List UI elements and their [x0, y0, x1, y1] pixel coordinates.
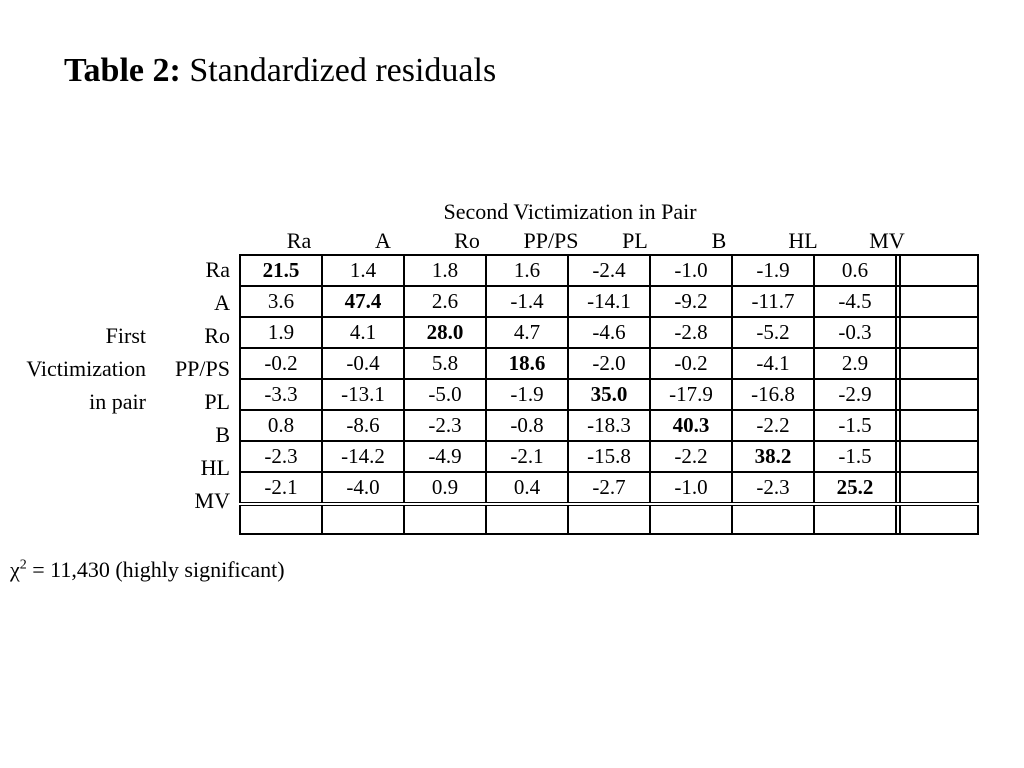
table-cell: -2.3: [404, 410, 486, 441]
row-label: PP/PS: [174, 356, 230, 381]
chi-text: = 11,430 (highly significant): [26, 557, 285, 582]
empty-total-cell: [322, 504, 404, 534]
table-cell: 0.4: [486, 472, 568, 504]
table-cell: -2.2: [650, 441, 732, 472]
row-label: Ra: [205, 257, 230, 282]
table-cell: -4.9: [404, 441, 486, 472]
column-header: PP/PS: [523, 228, 579, 253]
table-cell: -14.2: [322, 441, 404, 472]
row-group-label-line-2: Victimization: [26, 356, 146, 381]
row-label: B: [215, 422, 230, 447]
title-label: Table 2:: [64, 52, 181, 89]
table-cell: -1.0: [650, 255, 732, 286]
empty-total-row: [240, 504, 978, 534]
table-cell: -2.0: [568, 348, 650, 379]
table-cell: -2.8: [650, 317, 732, 348]
column-header: A: [375, 228, 391, 253]
table-cell: -4.0: [322, 472, 404, 504]
table-cell: 1.9: [240, 317, 322, 348]
table-row: [240, 255, 978, 286]
table-cell: 4.1: [322, 317, 404, 348]
table-cell: -0.2: [240, 348, 322, 379]
table-row: [240, 317, 978, 348]
table-cell: -2.2: [732, 410, 814, 441]
empty-total-cell: [900, 286, 978, 317]
table-cell: -13.1: [322, 379, 404, 410]
table-cell: -2.1: [240, 472, 322, 504]
table-cell: -2.3: [240, 441, 322, 472]
diagonal-cell: 38.2: [732, 441, 814, 472]
table-cell: -5.0: [404, 379, 486, 410]
empty-total-cell: [814, 504, 896, 534]
empty-total-cell: [900, 441, 978, 472]
table-cell: -0.8: [486, 410, 568, 441]
table-cell: -1.9: [732, 255, 814, 286]
table-cell: -8.6: [322, 410, 404, 441]
table-cell: 3.6: [240, 286, 322, 317]
table-row: [240, 286, 978, 317]
table-cell: 4.7: [486, 317, 568, 348]
row-label: Ro: [204, 323, 230, 348]
column-header: MV: [869, 228, 905, 253]
table-cell: -0.4: [322, 348, 404, 379]
table-cell: -1.0: [650, 472, 732, 504]
empty-total-cell: [900, 504, 978, 534]
table-cell: 5.8: [404, 348, 486, 379]
diagonal-cell: 35.0: [568, 379, 650, 410]
table-row: [240, 379, 978, 410]
empty-total-cell: [486, 504, 568, 534]
chi-symbol: χ: [10, 557, 20, 582]
table-cell: -2.4: [568, 255, 650, 286]
row-label: PL: [204, 389, 230, 414]
table-cell: -1.9: [486, 379, 568, 410]
residuals-table: [239, 254, 979, 535]
table-cell: -2.9: [814, 379, 896, 410]
table-cell: 2.9: [814, 348, 896, 379]
table-cell: -18.3: [568, 410, 650, 441]
empty-total-cell: [900, 410, 978, 441]
table-cell: -11.7: [732, 286, 814, 317]
empty-total-cell: [900, 348, 978, 379]
table-cell: -5.2: [732, 317, 814, 348]
diagonal-cell: 40.3: [650, 410, 732, 441]
diagonal-cell: 21.5: [240, 255, 322, 286]
empty-total-cell: [650, 504, 732, 534]
row-label: HL: [200, 455, 230, 480]
column-header: PL: [622, 228, 648, 253]
column-group-header: Second Victimization in Pair: [443, 199, 697, 224]
table-cell: -9.2: [650, 286, 732, 317]
chi-power: 2: [19, 557, 27, 573]
table-cell: 0.6: [814, 255, 896, 286]
table-cell: -2.1: [486, 441, 568, 472]
column-header: B: [711, 228, 727, 253]
table-cell: -2.7: [568, 472, 650, 504]
empty-total-cell: [900, 379, 978, 410]
page-title: [64, 52, 496, 90]
row-group-label-line-1: First: [105, 323, 146, 348]
table-cell: -1.4: [486, 286, 568, 317]
diagonal-cell: 47.4: [322, 286, 404, 317]
column-header: Ra: [286, 228, 312, 253]
table-cell: -17.9: [650, 379, 732, 410]
table-cell: 1.6: [486, 255, 568, 286]
table-cell: -1.5: [814, 410, 896, 441]
empty-total-cell: [900, 255, 978, 286]
table-cell: -16.8: [732, 379, 814, 410]
empty-total-cell: [732, 504, 814, 534]
table-cell: -4.1: [732, 348, 814, 379]
diagonal-cell: 25.2: [814, 472, 896, 504]
table-row: [240, 472, 978, 504]
table-cell: 1.4: [322, 255, 404, 286]
table-cell: -0.2: [650, 348, 732, 379]
table-cell: 1.8: [404, 255, 486, 286]
table-cell: -4.6: [568, 317, 650, 348]
column-header: HL: [788, 228, 818, 253]
table-cell: -0.3: [814, 317, 896, 348]
empty-total-cell: [568, 504, 650, 534]
title-text: Standardized residuals: [180, 52, 497, 89]
table-cell: -2.3: [732, 472, 814, 504]
table-cell: 0.9: [404, 472, 486, 504]
table-row: [240, 441, 978, 472]
table-cell: 2.6: [404, 286, 486, 317]
table-cell: -4.5: [814, 286, 896, 317]
row-group-label-line-3: in pair: [89, 389, 146, 414]
table-cell: -3.3: [240, 379, 322, 410]
chi-square-note: [10, 557, 285, 583]
row-label: A: [214, 290, 230, 315]
table-cell: -1.5: [814, 441, 896, 472]
table-row: [240, 410, 978, 441]
table-cell: -15.8: [568, 441, 650, 472]
empty-total-cell: [240, 504, 322, 534]
diagonal-cell: 18.6: [486, 348, 568, 379]
empty-total-cell: [900, 317, 978, 348]
table-cell: 0.8: [240, 410, 322, 441]
empty-total-cell: [900, 472, 978, 504]
empty-total-cell: [404, 504, 486, 534]
table-row: [240, 348, 978, 379]
column-header: Ro: [454, 228, 480, 253]
table-cell: -14.1: [568, 286, 650, 317]
row-label: MV: [194, 488, 230, 513]
diagonal-cell: 28.0: [404, 317, 486, 348]
